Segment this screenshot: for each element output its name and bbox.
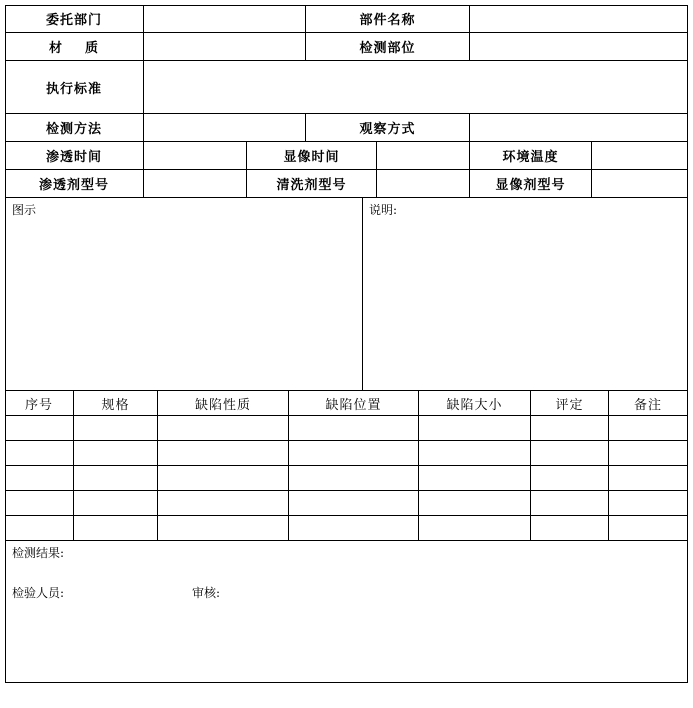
label-cleaner-model: 清洗剂型号: [276, 178, 347, 193]
table-row[interactable]: [6, 516, 687, 540]
note-area[interactable]: [363, 216, 687, 390]
inspection-method-field[interactable]: [144, 114, 305, 141]
label-standard: 执行标准: [45, 81, 102, 97]
label-part-name: 部件名称: [359, 13, 416, 28]
ambient-temperature-field[interactable]: [592, 142, 687, 169]
developer-model-field[interactable]: [592, 170, 687, 197]
client-department-field[interactable]: [144, 6, 305, 32]
label-developer-model: 显像剂型号: [495, 178, 566, 193]
label-penetrant-model: 渗透剂型号: [38, 178, 109, 193]
penetration-time-field[interactable]: [144, 142, 246, 169]
label-penetration-time: 渗透时间: [45, 150, 102, 165]
table-row[interactable]: [6, 491, 687, 515]
table-header-defect-size: 缺陷大小: [446, 397, 503, 413]
table-header-spec: 规格: [101, 397, 130, 413]
inspection-location-field[interactable]: [470, 33, 687, 60]
label-material: 材 质: [48, 41, 100, 56]
label-note: 说明:: [369, 203, 398, 217]
development-time-field[interactable]: [377, 142, 469, 169]
diagram-area[interactable]: [6, 216, 362, 390]
penetrant-model-field[interactable]: [144, 170, 246, 197]
divider: [5, 540, 688, 541]
material-field[interactable]: [144, 33, 305, 60]
table-header-remarks: 备注: [633, 397, 662, 413]
label-inspection-location: 检测部位: [359, 41, 416, 56]
label-reviewer: 审核:: [192, 586, 221, 600]
label-development-time: 显像时间: [283, 150, 340, 165]
cleaner-model-field[interactable]: [377, 170, 469, 197]
table-header-serial: 序号: [24, 397, 53, 413]
divider: [5, 197, 688, 198]
table-row[interactable]: [6, 466, 687, 490]
label-observation-mode: 观察方式: [359, 122, 416, 137]
table-row[interactable]: [6, 416, 687, 440]
label-ambient-temperature: 环境温度: [502, 150, 559, 165]
result-area[interactable]: [6, 560, 687, 682]
label-client-department: 委托部门: [45, 13, 102, 28]
table-row[interactable]: [6, 441, 687, 465]
part-name-field[interactable]: [470, 6, 687, 32]
table-header-defect-nature: 缺陷性质: [194, 397, 251, 413]
table-header-rating: 评定: [555, 397, 584, 413]
label-inspection-method: 检测方法: [45, 122, 102, 137]
label-inspection-result: 检测结果:: [12, 546, 65, 560]
table-header-defect-location: 缺陷位置: [325, 397, 382, 413]
standard-field[interactable]: [144, 61, 687, 113]
label-diagram: 图示: [12, 203, 37, 217]
observation-mode-field[interactable]: [470, 114, 687, 141]
label-inspector: 检验人员:: [12, 586, 65, 600]
